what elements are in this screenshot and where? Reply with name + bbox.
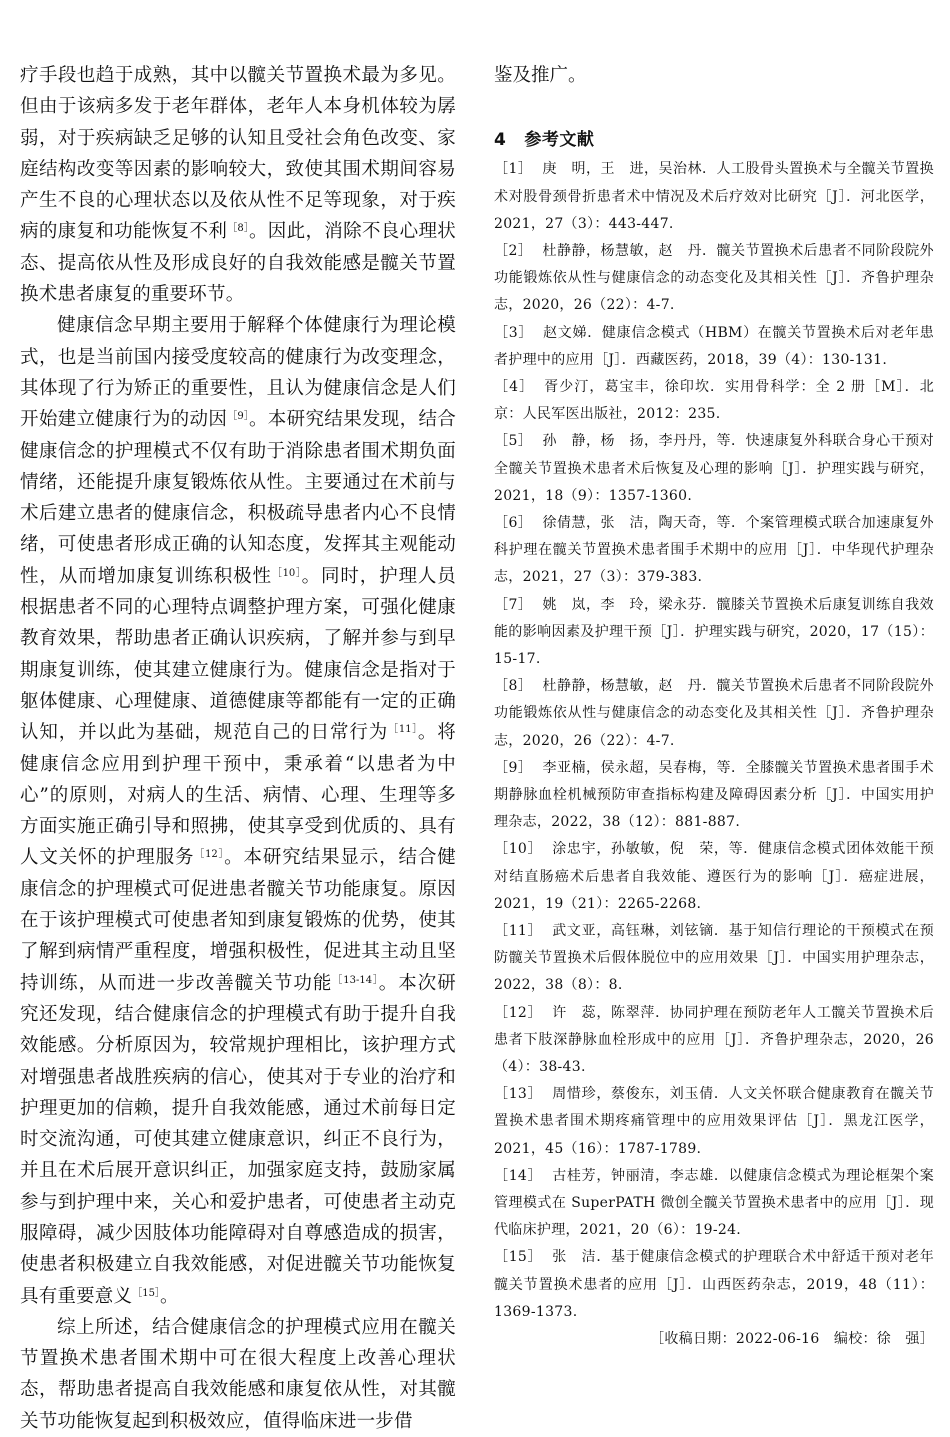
reference-text: 武文亚，高钰琳，刘铉镝．基于知信行理论的干预模式在预防髋关节置换术后假体脱位中的应用效果［J］．中国实用护理杂志，2022，38（8）：8. — [494, 922, 934, 994]
left-column — [20, 60, 456, 1437]
section-number: 4 — [494, 130, 507, 151]
citation-marker: ［12］ — [194, 849, 225, 861]
reference-text: 李亚楠，侯永超，吴春梅，等．全膝髋关节置换术患者围手术期静脉血栓机械预防审查指标构建及障碍因素分析［J］．中国实用护理杂志，2022，38（12）：881-887. — [494, 759, 934, 831]
paragraph-text: 。同时，护理人员根据患者不同的心理特点调整护理方案，可强化健康教育效果，帮助患者正确认识疾病，了解并参与到早期康复训练，使其建立健康行为。健康信念是指对于躯体健康、心理健康、道德健康等都能有一定的正确认知，并以此为基础，规范自己的日常行为 — [20, 565, 456, 744]
reference-text: 涂忠宇，孙敏敏，倪 荣，等．健康信念模式团体效能干预对结直肠癌术后患者自我效能、遵医行为的影响［J］．癌症进展，2021，19（21）：2265-2268. — [494, 841, 934, 912]
reference-text: 赵文娣．健康信念模式（HBM）在髋关节置换术后对老年患者护理中的应用［J］．西藏医药，2018，39（4）：130-131. — [494, 324, 934, 368]
paragraph-text: 综上所述，结合健康信念的护理模式应用在髋关节置换术患者围术期中可在很大程度上改善心理状态，帮助患者提高自我效能感和康复依从性，对其髋关节功能恢复起到积极效应，值得临床进一步借 — [20, 1316, 456, 1432]
citation-marker: ［10］ — [271, 567, 302, 579]
reference-number: ［13］ — [494, 1086, 543, 1103]
body-paragraph — [20, 60, 456, 310]
received-date-footer: ［收稿日期：2022-06-16 编校：徐 强］ — [650, 1331, 934, 1348]
reference-number: ［9］ — [494, 759, 533, 776]
citation-marker: ［8］ — [227, 223, 249, 235]
paragraph-text: 。本研究结果发现，结合健康信念的护理模式不仅有助于消除患者围术期负面情绪，还能提升康复锻炼依从性。主要通过在术前与术后建立患者的健康信念，积极疏导患者内心不良情绪，可使患者形成正确的认知态度，发挥其主观能动性，从而增加康复训练积极性 — [20, 409, 456, 587]
reference-number: ［6］ — [494, 514, 533, 531]
reference-text: 姚 岚，李 玲，梁永芬．髋膝关节置换术后康复训练自我效能的影响因素及护理干预［J］．护理实践与研究，2020，17（15）：15-17. — [494, 596, 934, 667]
reference-item — [494, 510, 934, 592]
citation-marker: ［15］ — [132, 1287, 160, 1299]
reference-number: ［14］ — [494, 1167, 543, 1184]
paragraph-text: 健康信念早期主要用于解释个体健康行为理论模式，也是当前国内接受度较高的健康行为改变理念，其体现了行为矫正的重要性，且认为健康信念是人们开始建立健康行为的动因 — [20, 315, 456, 431]
reference-text: 杜静静，杨慧敏，赵 丹．髋关节置换术后患者不同阶段院外功能锻炼依从性与健康信念的动态变化及其相关性［J］．齐鲁护理杂志，2020，26（22）：4-7. — [494, 678, 934, 749]
reference-number: ［2］ — [494, 242, 533, 259]
paragraph-text: 。本研究结果显示，结合健康信念的护理模式可促进患者髋关节功能康复。原因在于该护理模式可使患者知到康复锻炼的优势，使其了解到病情严重程度，增强积极性，促进其主动且坚持训练，从而进一步改善髋关节功能 — [20, 847, 456, 994]
citation-marker: ［13-14］ — [332, 974, 379, 986]
reference-item — [494, 238, 934, 320]
section-title: 参考文献 — [524, 130, 595, 151]
reference-number: ［11］ — [494, 922, 543, 939]
reference-text: 胥少汀，葛宝丰，徐印坎．实用骨科学：全 2 册［M］．北京：人民军医出版社，2012：235. — [494, 378, 934, 423]
continuation-text: 鉴及推广。 — [494, 65, 587, 86]
reference-item — [494, 1163, 934, 1245]
paragraph-text: 。本次研究还发现，结合健康信念的护理模式有助于提升自我效能感。分析原因为，较常规护理相比，该护理方式对增强患者战胜疾病的信心，使其对于专业的治疗和护理更加的信赖，提升自我效能感，通过术前每日定时交流沟通，可使其建立健康意识，纠正不良行为，并且在术后展开意识纠正，加强家庭支持，鼓励家属参与到护理中来，关心和爱护患者，可使患者主动克服障碍，减少因肢体功能障碍对自尊感造成的损害，使患者积极建立自我效能感，对促进髋关节功能恢复具有重要意义 — [20, 972, 456, 1307]
reference-number: ［15］ — [494, 1249, 543, 1266]
reference-item — [494, 1000, 934, 1082]
reference-text: 古桂芳，钟丽清，李志雄．以健康信念模式为理论框架个案管理模式在 SuperPATH 微创全髋关节置换术患者中的应用［J］．现代临床护理，2021，20（6）：19-24. — [494, 1167, 934, 1239]
reference-item — [494, 918, 934, 1000]
reference-text: 张 洁．基于健康信念模式的护理联合术中舒适干预对老年髋关节置换术患者的应用［J］．山西医药杂志，2019，48（11）：1369-1373. — [494, 1249, 934, 1320]
reference-text: 孙 静，杨 扬，李丹丹，等．快速康复外科联合身心干预对全髋关节置换术患者术后恢复及心理的影响［J］．护理实践与研究，2021，18（9）：1357-1360. — [494, 433, 934, 504]
reference-text: 周惜珍，蔡俊东，刘玉倩．人文关怀联合健康教育在髋关节置换术患者围术期疼痛管理中的应用效果评估［J］．黑龙江医学，2021，45（16）：1787-1789. — [494, 1086, 934, 1157]
paragraph-text: 。 — [159, 1285, 179, 1307]
reference-item — [494, 156, 934, 238]
reference-item — [494, 836, 934, 918]
reference-item — [494, 1081, 934, 1163]
paragraph-text: 。因此，消除不良心理状态、提高依从性及形成良好的自我效能感是髋关节置换术患者康复的重要环节。 — [20, 221, 456, 306]
reference-item — [494, 673, 934, 755]
reference-item — [494, 320, 934, 374]
reference-item — [494, 1244, 934, 1326]
reference-text: 徐倩慧，张 洁，陶天奇，等．个案管理模式联合加速康复外科护理在髋关节置换术患者围手术期中的应用［J］．中华现代护理杂志，2021，27（3）：379-383. — [494, 514, 934, 586]
reference-item — [494, 428, 934, 510]
reference-list — [494, 156, 934, 1326]
paragraph-text: 。将健康信念应用到护理干预中，秉承着“以患者为中心”的原则，对病人的生活、病情、心理、生理等多方面实施正确引导和照拂，使其享受到优质的、具有人文关怀的护理服务 — [20, 722, 456, 869]
reference-number: ［8］ — [494, 678, 533, 695]
reference-text: 杜静静，杨慧敏，赵 丹．髋关节置换术后患者不同阶段院外功能锻炼依从性与健康信念的动态变化及其相关性［J］．齐鲁护理杂志，2020，26（22）：4-7. — [494, 242, 934, 314]
citation-marker: ［9］ — [227, 411, 249, 423]
section-heading — [494, 125, 934, 150]
citation-marker: ［11］ — [388, 724, 418, 736]
reference-number: ［5］ — [494, 433, 533, 450]
body-paragraph — [20, 1312, 456, 1437]
body-paragraph — [20, 310, 456, 1312]
reference-number: ［12］ — [494, 1004, 543, 1021]
reference-number: ［10］ — [494, 841, 543, 858]
reference-number: ［7］ — [494, 596, 533, 613]
reference-text: 庚 明，王 进，吴治林．人工股骨头置换术与全髋关节置换术对股骨颈骨折患者术中情况及术后疗效对比研究［J］．河北医学，2021，27（3）：443-447. — [494, 161, 934, 232]
reference-item — [494, 374, 934, 428]
right-column — [494, 60, 934, 1348]
reference-item — [494, 592, 934, 674]
reference-number: ［3］ — [494, 324, 534, 341]
reference-text: 许 蕊，陈翠萍．协同护理在预防老年人工髋关节置换术后患者下肢深静脉血栓形成中的应用［J］．齐鲁护理杂志，2020，26（4）：38-43. — [494, 1004, 934, 1075]
reference-number: ［4］ — [494, 378, 535, 395]
reference-item — [494, 755, 934, 837]
reference-number: ［1］ — [494, 161, 533, 178]
paragraph-text: 疗手段也趋于成熟，其中以髋关节置换术最为多见。但由于该病多发于老年群体，老年人本身机体较为孱弱，对于疾病缺乏足够的认知且受社会角色改变、家庭结构改变等因素的影响较大，致使其围术期间容易产生不良的心理状态以及依从性不足等现象，对于疾病的康复和功能恢复不利 — [20, 65, 456, 243]
